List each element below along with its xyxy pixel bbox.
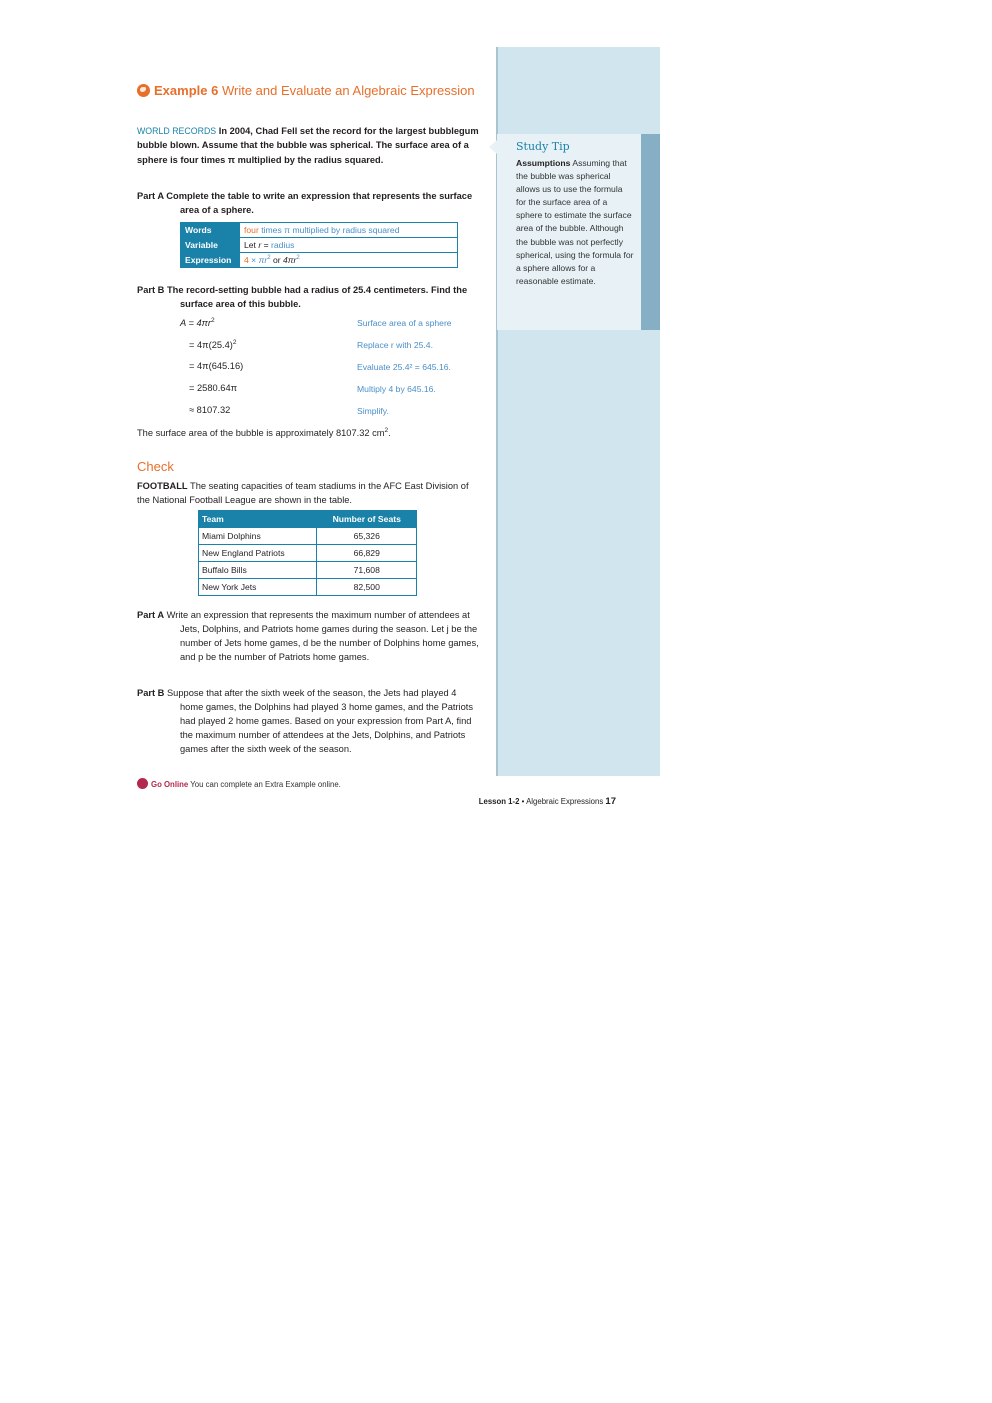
- variable-value: [240, 238, 458, 253]
- tip-pointer: [489, 140, 497, 154]
- step-4-note: Multiply 4 by 645.16.: [357, 384, 436, 394]
- check-title: Check: [137, 459, 174, 474]
- expr-four: 4: [244, 255, 249, 265]
- variable-radius: radius: [271, 240, 295, 250]
- table-row: [199, 579, 417, 596]
- step-2-math: [189, 339, 237, 350]
- page-number: 17: [605, 796, 616, 807]
- check-part-b-text: Suppose that after the sixth week of the season, the Jets had played 4 home games, the Dolphins had played 3 home games, and the Patriots had played 2 home games. Based on your expression from Part A, find the maximum number of attendees at the Jets, Dolphins, and Patriots games after the sixth week of the season.: [166, 688, 474, 754]
- expr-pi-r: πr: [258, 255, 268, 265]
- step-3-math: = 4π(645.16): [189, 361, 244, 371]
- stadium-table: [198, 510, 417, 596]
- step-math-text: A = 4πr: [180, 318, 211, 329]
- words-times: times: [261, 225, 282, 235]
- part-a-label: Part A: [137, 191, 164, 201]
- example-heading: Write and Evaluate an Algebraic Expression: [221, 83, 475, 98]
- header-team: Team: [199, 511, 317, 528]
- words-four: four: [244, 225, 259, 235]
- header-seats: Number of Seats: [317, 511, 417, 528]
- check-intro-text: The seating capacities of team stadiums in the AFC East Division of the National Football League are shown in the table.: [137, 481, 469, 505]
- table-header: [199, 511, 417, 528]
- expression-table: [180, 222, 458, 268]
- step-sup: 2: [210, 317, 215, 324]
- variable-label: Variable: [181, 238, 240, 253]
- expr-times: ×: [251, 255, 257, 265]
- step-3-note: Evaluate 25.4² = 645.16.: [357, 362, 451, 372]
- study-tip-text: [516, 157, 634, 288]
- problem-text: In 2004, Chad Fell set the record for the largest bubblegum bubble blown. Assume that the bubble was spherical. The surface area of a sphere is four times π multiplied by the radius squared.: [137, 126, 479, 165]
- step-5-note: Simplify.: [357, 406, 389, 416]
- table-row: [199, 562, 417, 579]
- problem-tag: WORLD RECORDS: [137, 126, 217, 136]
- step-math-text: = 4π(25.4): [189, 340, 233, 351]
- expr-4pir: 4πr: [283, 255, 297, 265]
- footer-lesson: Lesson 1-2: [478, 797, 520, 806]
- part-a: [137, 189, 482, 217]
- study-tip-title: Study Tip: [516, 140, 570, 153]
- study-tip-body: Assuming that the bubble was spherical allows us to use the formula for the surface area of a sphere to estimate the surface area of the bubble. Although the bubble was not perfectly spherical, using the formula for a sphere allows for a reasonable estimate.: [516, 158, 634, 286]
- table-row: [199, 545, 417, 562]
- variable-r: r: [258, 240, 262, 250]
- table-row: [181, 223, 458, 238]
- example-label: Example 6: [154, 83, 219, 98]
- expression-label: Expression: [181, 253, 240, 268]
- table-row: [181, 253, 458, 268]
- globe-icon: [137, 84, 150, 97]
- expression-value: [240, 253, 458, 268]
- team-cell: Buffalo Bills: [199, 562, 317, 579]
- expr-exp-2: 2: [296, 255, 300, 262]
- team-cell: New York Jets: [199, 579, 317, 596]
- words-label: Words: [181, 223, 240, 238]
- example-title: [137, 82, 477, 99]
- check-part-a-text: Write an expression that represents the maximum number of attendees at Jets, Dolphins, and Patriots home games during the season. Let j be the number of Jets home games, d be the number of Dolphins home games, and p be the number of Patriots home games.: [166, 610, 479, 662]
- part-a-text: Complete the table to write an expression that represents the surface area of a sphere.: [166, 191, 473, 215]
- go-online-icon: [137, 778, 148, 789]
- study-tip-bar: [641, 134, 660, 330]
- step-1-note: Surface area of a sphere: [357, 318, 452, 328]
- expr-or: or: [272, 255, 281, 265]
- footer-sep: •: [521, 797, 525, 806]
- step-4-math: = 2580.64π: [189, 383, 238, 393]
- study-tip-term: Assumptions: [516, 158, 571, 168]
- go-online-link[interactable]: [137, 778, 341, 789]
- words-pi: π: [284, 225, 291, 235]
- step-1-math: [180, 317, 215, 328]
- conclusion-text: The surface area of the bubble is approximately 8107.32 cm: [137, 428, 385, 439]
- go-online-label: Go Online: [151, 780, 189, 789]
- go-online-text: You can complete an Extra Example online.: [190, 780, 341, 789]
- check-part-b: [137, 686, 482, 756]
- part-b: [137, 283, 482, 311]
- table-row: [181, 238, 458, 253]
- variable-prefix: Let: [244, 240, 256, 250]
- team-cell: Miami Dolphins: [199, 528, 317, 545]
- page-footer: [463, 796, 616, 807]
- part-b-label: Part B: [137, 285, 165, 295]
- conclusion: [137, 427, 391, 438]
- example-problem: [137, 124, 482, 167]
- footer-title: Algebraic Expressions: [526, 797, 604, 806]
- check-tag: FOOTBALL: [137, 481, 188, 491]
- seats-cell: 66,829: [317, 545, 417, 562]
- table-row: [199, 528, 417, 545]
- words-value: [240, 223, 458, 238]
- conclusion-end: .: [388, 428, 391, 439]
- expr-exp-1: 2: [267, 255, 271, 262]
- seats-cell: 65,326: [317, 528, 417, 545]
- check-part-b-label: Part B: [137, 688, 165, 698]
- variable-eq: =: [263, 240, 269, 250]
- check-part-a: [137, 608, 482, 664]
- step-2-note: Replace r with 25.4.: [357, 340, 433, 350]
- check-part-a-label: Part A: [137, 610, 165, 620]
- check-intro: [137, 479, 482, 507]
- words-rest: multiplied by radius squared: [292, 225, 400, 235]
- step-sup: 2: [232, 339, 237, 346]
- step-5-math: ≈ 8107.32: [189, 405, 231, 415]
- team-cell: New England Patriots: [199, 545, 317, 562]
- conclusion-sup: 2: [384, 427, 389, 434]
- seats-cell: 82,500: [317, 579, 417, 596]
- seats-cell: 71,608: [317, 562, 417, 579]
- part-b-text: The record-setting bubble had a radius of 25.4 centimeters. Find the surface area of this bubble.: [166, 285, 468, 309]
